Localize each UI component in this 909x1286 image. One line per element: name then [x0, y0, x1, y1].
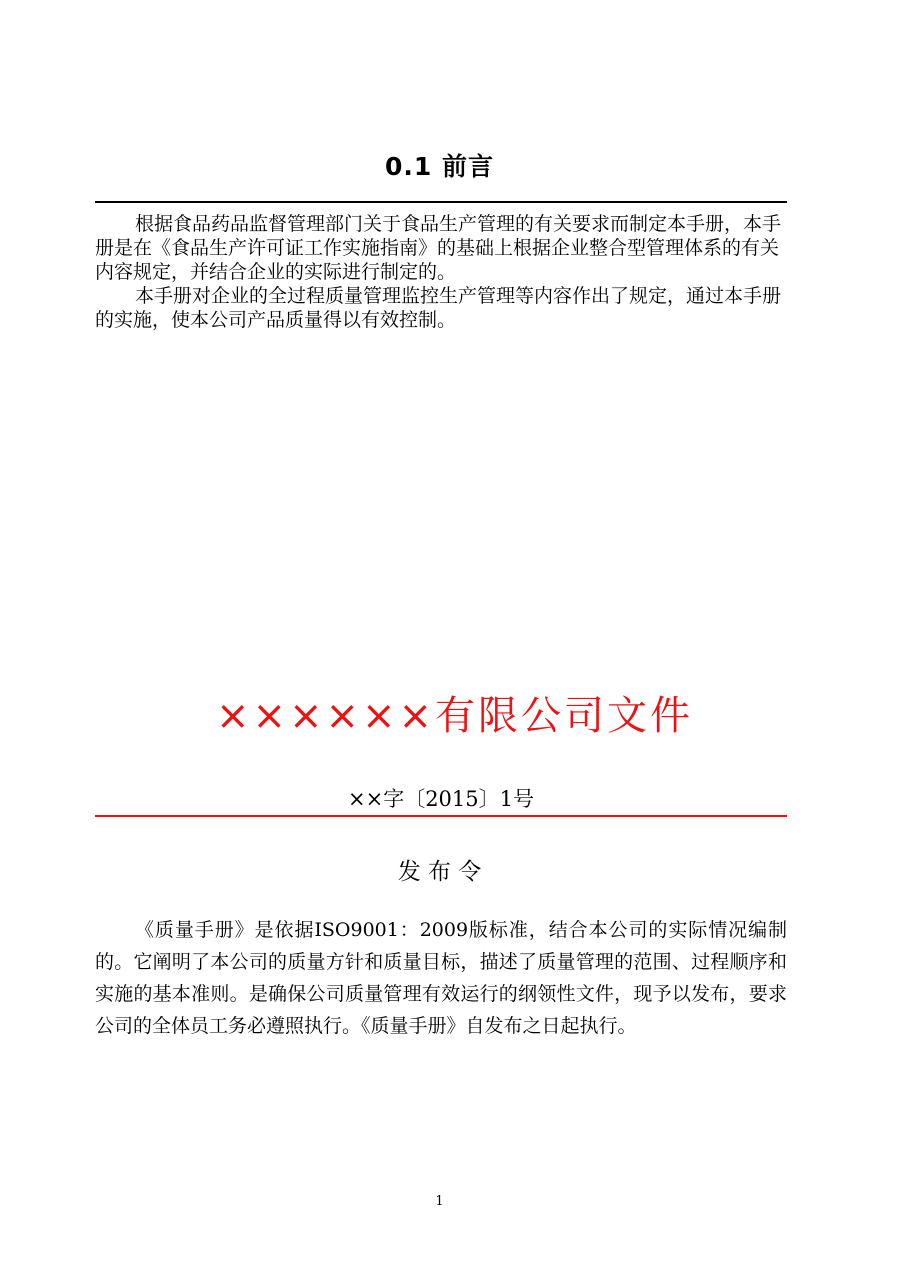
- decree-title: 发 布 令: [397, 859, 482, 885]
- red-header-divider: [95, 815, 787, 817]
- title-divider: [95, 201, 787, 203]
- preface-paragraph-1: 根据食品药品监督管理部门关于食品生产管理的有关要求而制定本手册，本手册是在《食品生产许可证工作实施指南》的基础上根据企业整合型管理体系的有关内容规定，并结合企业的实际进行制定的。: [95, 213, 782, 283]
- preface-text: [95, 212, 787, 332]
- decree-body: 《质量手册》是依据ISO9001：2009版标准，结合本公司的实际情况编制的。它阐明了本公司的质量方针和质量目标，描述了质量管理的范围、过程顺序和实施的基本准则。是确保公司质量管理有效运行的纲领性文件，现予以发布，要求公司的全体员工务必遵照执行。《质量手册》自发布之日起执行。: [95, 919, 787, 1037]
- document-header: ××××××有限公司文件: [215, 693, 694, 739]
- document-number: ××字〔2015〕1号: [348, 787, 534, 811]
- page-number: 1: [435, 1194, 444, 1209]
- section-title: 0.1 前言: [385, 152, 494, 181]
- preface-paragraph-2: 本手册对企业的全过程质量管理监控生产管理等内容作出了规定，通过本手册的实施，使本公司产品质量得以有效控制。: [95, 285, 782, 331]
